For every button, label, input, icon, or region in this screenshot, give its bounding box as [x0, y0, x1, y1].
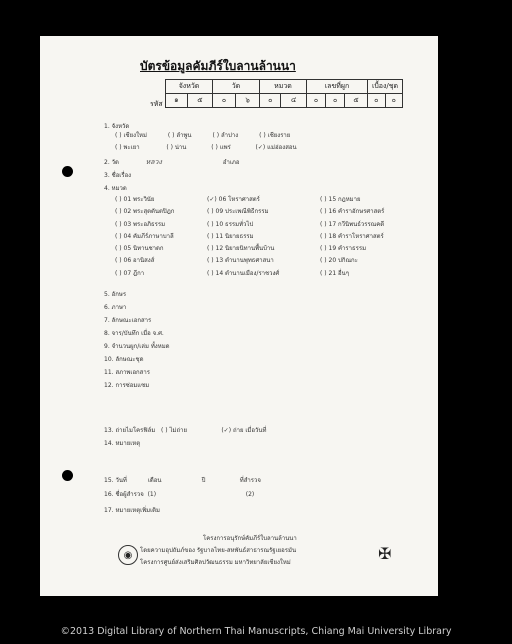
- section-temple: 2. วัด หลวง อำเภอ: [104, 158, 240, 166]
- punch-hole: [62, 470, 73, 481]
- code-digit: ๑: [166, 94, 188, 108]
- code-digit: ๔: [281, 94, 307, 108]
- section-document-type: 7. ลักษณะเอกสาร: [104, 317, 152, 324]
- province-options-row1: ( ) เชียงใหม่ ( ) ลำพูน ( ) ลำปาง ( ) เชียงราย: [115, 132, 291, 139]
- code-header: จังหวัด: [166, 80, 213, 94]
- section-survey-date: 15. วันที่ เดือน ปี ที่สำรวจ: [104, 477, 261, 484]
- code-label: รหัส: [150, 100, 163, 108]
- copyright-notice: ©2013 Digital Library of Northern Thai Manuscripts, Chiang Mai University Library: [60, 626, 452, 637]
- punch-hole: [62, 166, 73, 177]
- section-condition: 11. สภาพเอกสาร: [104, 369, 150, 376]
- category-grid: ( ) 01 พระวินัย ( ) 02 พระสุตตันตปิฎก ( ) 03 พระอภิธรรม ( ) 04 คัมภีร์ภาษาบาลี ( ) 05 นิทานชาดก ( ) 06 อานิสงส์ ( ) 07 ฎีกา: [115, 196, 175, 277]
- code-digit: ๐: [385, 94, 403, 108]
- footer-project: โครงการอนุรักษ์คัมภีร์ใบลานล้านนา: [203, 535, 297, 542]
- code-digit: ๕: [345, 94, 368, 108]
- category-grid-col2: (✓) 06 โหราศาสตร์ ( ) 09 ประเพณีพิธีกรรม ( ) 10 ธรรมทั่วไป ( ) 11 นิยายธรรม ( ) 12 นิยายนิทานพื้นบ้าน ( ) 13 ตำนานพุทธศาสนา ( ) 14 ตำนานเมือง/ราชวงศ์: [207, 196, 280, 277]
- section-category: 4. หมวด: [104, 185, 127, 192]
- code-digit: ๐: [326, 94, 345, 108]
- section-title-field: 3. ชื่อเรื่อง: [104, 172, 132, 179]
- code-header: หมวด: [260, 80, 307, 94]
- university-seal-icon: ◉: [118, 545, 138, 565]
- section-language: 6. ภาษา: [104, 304, 127, 311]
- section-note: 14. หมายเหตุ: [104, 440, 141, 447]
- section-province: 1. จังหวัด: [104, 123, 130, 130]
- code-digit: ๐: [368, 94, 386, 108]
- code-digit: ๐: [213, 94, 236, 108]
- section-set: 10. ลักษณะชุด: [104, 356, 144, 363]
- code-header: วัด: [213, 80, 260, 94]
- section-surveyor: 16. ชื่อผู้สำรวจ (1) (2): [104, 491, 255, 498]
- code-header: เบื้อง/ชุด: [368, 80, 403, 94]
- code-header: เลขที่ผูก: [307, 80, 368, 94]
- section-date: 8. จาร/บันทึก เมื่อ จ.ศ.: [104, 330, 164, 337]
- province-options-row2: ( ) พะเยา ( ) น่าน ( ) แพร่ (✓) แม่ฮ่องสอน: [115, 144, 297, 151]
- record-card: [40, 36, 438, 596]
- section-microfilm: 13. ถ่ายไมโครฟิล์ม ( ) ไม่ถ่าย (✓) ถ่าย เมื่อวันที่: [104, 427, 267, 434]
- section-volume: 9. จำนวนผูก/เล่ม ทั้งหมด: [104, 343, 170, 350]
- footer-sponsor: โดยความอุปถัมภ์ของ รัฐบาลไทย-สหพันธ์สาธารณรัฐเยอรมัน: [140, 547, 297, 554]
- footer-center: โครงการศูนย์ส่งเสริมศิลปวัฒนธรรม มหาวิทยาลัยเชียงใหม่: [140, 559, 291, 566]
- eagle-emblem-icon: ✠: [378, 544, 392, 563]
- code-digit: ๖: [236, 94, 260, 108]
- card-title: บัตรข้อมูลคัมภีร์ใบลานล้านนา: [140, 59, 296, 73]
- section-additional-note: 17. หมายเหตุเพิ่มเติม: [104, 507, 161, 514]
- code-digit: ๐: [307, 94, 326, 108]
- section-script: 5. อักษร: [104, 291, 127, 298]
- code-digit: ๕: [187, 94, 212, 108]
- section-repair: 12. การซ่อมแซม: [104, 382, 150, 389]
- category-grid-col3: ( ) 15 กฎหมาย ( ) 16 คำราอักษรศาสตร์ ( ) 17 กวีนิพนธ์วรรณคดี ( ) 18 คำราโหราศาสตร์ ( ) 19 คำราธรรม ( ) 20 ปกิณกะ ( ) 21 อื่นๆ: [320, 196, 385, 277]
- code-table: [165, 79, 403, 108]
- code-digit: ๐: [260, 94, 281, 108]
